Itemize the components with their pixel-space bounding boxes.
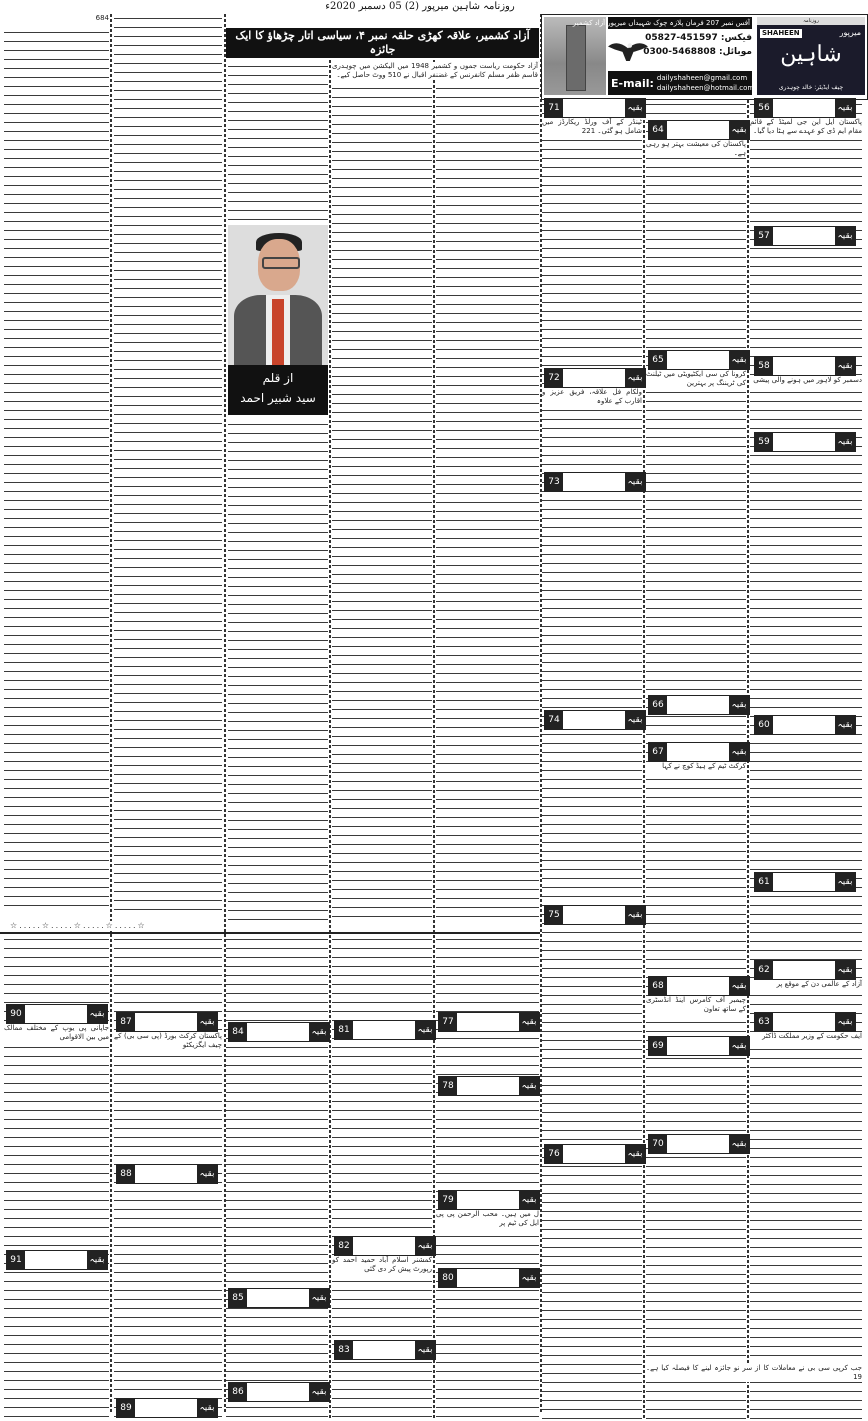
news-box-80 xyxy=(438,1268,540,1288)
news-box-71 xyxy=(544,98,646,118)
box-label: بقیہ xyxy=(519,1191,539,1209)
box-label: بقیہ xyxy=(519,1013,539,1031)
box-blank xyxy=(773,716,835,734)
news-box-61 xyxy=(754,872,856,892)
box-label: بقیہ xyxy=(625,711,645,729)
box-number: 81 xyxy=(335,1021,353,1039)
snippet-56: پاکستان ایل این جی لمیٹڈ کے قائم مقام ایم ڈی کو عہدے سے ہٹا دیا گیا۔ xyxy=(750,118,862,135)
news-box-56 xyxy=(754,98,856,118)
snippet-63: ایف حکومت کے وزیر مملکت ڈاکٹر xyxy=(750,1032,862,1041)
box-number: 64 xyxy=(649,121,667,139)
box-label: بقیہ xyxy=(197,1165,217,1183)
news-box-90 xyxy=(6,1004,108,1024)
box-label: بقیہ xyxy=(835,961,855,979)
news-box-75 xyxy=(544,905,646,925)
logo-urdu: شاہین xyxy=(780,42,842,67)
box-blank xyxy=(773,227,835,245)
box-number: 78 xyxy=(439,1077,457,1095)
box-blank xyxy=(773,961,835,979)
box-number: 57 xyxy=(755,227,773,245)
box-blank xyxy=(563,99,625,117)
box-blank xyxy=(563,473,625,491)
box-label: بقیہ xyxy=(729,977,749,995)
box-label: بقیہ xyxy=(835,873,855,891)
box-label: بقیہ xyxy=(415,1021,435,1039)
box-number: 66 xyxy=(649,696,667,714)
news-box-60 xyxy=(754,715,856,735)
box-blank xyxy=(773,99,835,117)
box-blank xyxy=(667,696,729,714)
article-column-1 xyxy=(4,28,109,914)
box-number: 80 xyxy=(439,1269,457,1287)
snippet-82: کمشنر اسلام آباد حمید احمد کو رپورٹ پیش کر دی گئی xyxy=(332,1256,432,1273)
box-number: 68 xyxy=(649,977,667,995)
dateline: روزنامہ شاہین میرپور (2) 05 دسمبر 2020ء xyxy=(325,1,515,12)
news-box-65 xyxy=(648,350,750,370)
box-label: بقیہ xyxy=(729,1037,749,1055)
box-label: بقیہ xyxy=(87,1005,107,1023)
box-label: بقیہ xyxy=(309,1023,329,1041)
snippet-bottom: جب کرپی سی بی نے معاملات کا از سر نو جائزہ لینے کا فیصلہ کیا ہے۔ 19 xyxy=(646,1364,862,1381)
article-lead: آزاد حکومت ریاست جموں و کشمیر 1948 میں الیکشن میں چوہدری قاسم ظفر مسلم کانفرنس کے غضنفر اقبال نے 510 ووٹ حاصل کیے۔ xyxy=(332,62,538,79)
fax-number: 05827-451597 xyxy=(645,33,718,43)
news-box-85 xyxy=(228,1288,330,1308)
box-number: 69 xyxy=(649,1037,667,1055)
article-column-5-bottom xyxy=(228,420,328,920)
box-label: بقیہ xyxy=(415,1341,435,1359)
newspaper-logo xyxy=(757,17,865,95)
box-blank xyxy=(667,351,729,369)
news-box-66 xyxy=(648,695,750,715)
box-label: بقیہ xyxy=(197,1013,217,1031)
email-label: E-mail: xyxy=(611,76,654,90)
article-figure-top: 684 xyxy=(4,14,109,23)
box-number: 65 xyxy=(649,351,667,369)
box-number: 88 xyxy=(117,1165,135,1183)
box-blank xyxy=(457,1269,519,1287)
box-number: 62 xyxy=(755,961,773,979)
box-blank xyxy=(773,433,835,451)
news-box-77 xyxy=(438,1012,540,1032)
column-divider xyxy=(540,14,542,1414)
news-column-8 xyxy=(436,935,539,1420)
box-blank xyxy=(457,1077,519,1095)
box-blank xyxy=(667,743,729,761)
box-number: 77 xyxy=(439,1013,457,1031)
box-blank xyxy=(353,1021,415,1039)
box-number: 87 xyxy=(117,1013,135,1031)
news-box-63 xyxy=(754,1012,856,1032)
news-box-79 xyxy=(438,1190,540,1210)
box-number: 89 xyxy=(117,1399,135,1417)
box-number: 71 xyxy=(545,99,563,117)
box-number: 86 xyxy=(229,1383,247,1401)
box-blank xyxy=(25,1005,87,1023)
box-number: 84 xyxy=(229,1023,247,1041)
box-label: بقیہ xyxy=(729,1135,749,1153)
mobile-number: 0300-5468808 xyxy=(643,47,716,57)
box-number: 73 xyxy=(545,473,563,491)
box-label: بقیہ xyxy=(835,1013,855,1031)
box-label: بقیہ xyxy=(519,1269,539,1287)
column-divider xyxy=(110,14,112,1414)
snippet-58: دسمبر کو لاہور میں ہونے والی پیشی xyxy=(750,376,862,385)
office-address: آفس نمبر 207 فرمان پلازہ چوک شہیداں میرپور آزاد کشمیر xyxy=(572,19,750,27)
fax-line xyxy=(645,33,752,44)
box-label: بقیہ xyxy=(729,696,749,714)
byline xyxy=(228,365,328,415)
column-divider xyxy=(224,14,226,1414)
box-number: 85 xyxy=(229,1289,247,1307)
article-headline: آزاد کشمیر، علاقہ کھڑی حلقہ نمبر ۴، سیاسی اتار چڑھاؤ کا ایک جائزہ xyxy=(226,28,539,58)
news-column-1 xyxy=(542,100,642,1420)
column-divider xyxy=(643,100,645,1420)
news-box-69 xyxy=(648,1036,750,1056)
box-label: بقیہ xyxy=(309,1383,329,1401)
box-blank xyxy=(457,1191,519,1209)
end-marks: ☆.....☆.....☆.....☆.....☆ xyxy=(10,921,147,930)
byline-label: از قلم xyxy=(262,371,294,385)
editor-line: چیف ایڈیٹر: خالد چوہدری xyxy=(778,84,844,91)
news-box-91 xyxy=(6,1250,108,1270)
box-label: بقیہ xyxy=(625,99,645,117)
column-divider xyxy=(329,60,331,1420)
box-blank xyxy=(247,1383,309,1401)
box-number: 70 xyxy=(649,1135,667,1153)
news-box-59 xyxy=(754,432,856,452)
author-name: سید شبیر احمد xyxy=(240,391,316,405)
news-box-58 xyxy=(754,356,856,376)
news-box-70 xyxy=(648,1134,750,1154)
snippet-64: پاکستان کی معیشت بہتر ہو رہی ہے۔ xyxy=(646,140,746,157)
box-blank xyxy=(563,369,625,387)
news-box-89 xyxy=(116,1398,218,1418)
box-label: بقیہ xyxy=(835,357,855,375)
news-box-82 xyxy=(334,1236,436,1256)
box-number: 74 xyxy=(545,711,563,729)
box-label: بقیہ xyxy=(197,1399,217,1417)
news-box-68 xyxy=(648,976,750,996)
box-label: بقیہ xyxy=(835,227,855,245)
box-blank xyxy=(563,711,625,729)
snippet-68: چیمبر آف کامرس اینڈ انڈسٹری کے ساتھ تعاون xyxy=(646,996,746,1013)
mobile-label: موبائل: xyxy=(719,47,752,57)
box-blank xyxy=(247,1289,309,1307)
box-number: 91 xyxy=(7,1251,25,1269)
news-box-62 xyxy=(754,960,856,980)
box-label: بقیہ xyxy=(835,99,855,117)
snippet-72: ولکام فل علاقہ، فریق عزیز و اقارب کے علاوہ xyxy=(542,388,642,405)
box-blank xyxy=(773,873,835,891)
eagle-icon xyxy=(608,37,648,65)
news-box-86 xyxy=(228,1382,330,1402)
box-number: 61 xyxy=(755,873,773,891)
logo-city: میرپور xyxy=(839,28,861,37)
news-column-3 xyxy=(750,100,862,1420)
box-label: بقیہ xyxy=(729,351,749,369)
news-box-87 xyxy=(116,1012,218,1032)
article-column-3 xyxy=(332,84,432,920)
snippet-71: ٹینڈر کے آف ورلڈ ریکارڈز میں شامل ہو گئی۔ 221 xyxy=(542,118,642,135)
news-box-84 xyxy=(228,1022,330,1042)
contact-block xyxy=(572,17,755,95)
box-blank xyxy=(25,1251,87,1269)
article-column-4 xyxy=(436,84,539,920)
snippet-62: آزاد کے عالمی دن کے موقع پر xyxy=(750,980,862,989)
box-number: 79 xyxy=(439,1191,457,1209)
logo-tagline: روزنامہ xyxy=(757,17,865,25)
box-label: بقیہ xyxy=(415,1237,435,1255)
news-box-74 xyxy=(544,710,646,730)
snippet-65: کرونا کی سی ایکٹیویٹی میں ٹیلنٹ کی ٹریننگ پر بہترین xyxy=(646,370,746,387)
box-blank xyxy=(135,1165,197,1183)
masthead xyxy=(541,14,868,100)
box-number: 75 xyxy=(545,906,563,924)
box-number: 63 xyxy=(755,1013,773,1031)
mobile-line xyxy=(643,47,752,58)
box-blank xyxy=(667,1135,729,1153)
snippet-79: ل میں ہیں۔ محب الرحمن پی پی ایل کی ٹیم پر xyxy=(436,1210,539,1227)
email-gmail[interactable]: dailyshaheen@gmail.com xyxy=(656,74,748,82)
box-blank xyxy=(773,1013,835,1031)
monument-photo xyxy=(544,17,606,95)
box-blank xyxy=(457,1013,519,1031)
box-number: 60 xyxy=(755,716,773,734)
box-blank xyxy=(247,1023,309,1041)
box-label: بقیہ xyxy=(87,1251,107,1269)
box-number: 59 xyxy=(755,433,773,451)
box-number: 82 xyxy=(335,1237,353,1255)
box-blank xyxy=(135,1399,197,1417)
box-label: بقیہ xyxy=(625,1145,645,1163)
author-photo xyxy=(228,225,328,365)
article-column-5-top xyxy=(228,62,328,220)
fax-label: فیکس: xyxy=(720,33,752,43)
box-blank xyxy=(773,357,835,375)
news-box-76 xyxy=(544,1144,646,1164)
box-label: بقیہ xyxy=(519,1077,539,1095)
box-number: 58 xyxy=(755,357,773,375)
box-label: بقیہ xyxy=(835,716,855,734)
email-block xyxy=(608,71,755,95)
box-label: بقیہ xyxy=(729,743,749,761)
box-number: 56 xyxy=(755,99,773,117)
section-divider xyxy=(0,932,540,934)
logo-english: SHAHEEN xyxy=(762,29,800,37)
article-column-2 xyxy=(114,14,222,914)
news-column-6 xyxy=(226,935,328,1420)
box-label: بقیہ xyxy=(729,121,749,139)
box-blank xyxy=(135,1013,197,1031)
news-box-57 xyxy=(754,226,856,246)
box-blank xyxy=(563,906,625,924)
box-label: بقیہ xyxy=(625,473,645,491)
box-number: 72 xyxy=(545,369,563,387)
box-blank xyxy=(667,1037,729,1055)
box-blank xyxy=(667,121,729,139)
news-box-73 xyxy=(544,472,646,492)
news-box-88 xyxy=(116,1164,218,1184)
column-divider xyxy=(433,60,435,1420)
news-box-78 xyxy=(438,1076,540,1096)
snippet-90: جاپانی پی یوپ کے مختلف ممالک میں بین الاقوامی xyxy=(4,1024,109,1041)
news-box-81 xyxy=(334,1020,436,1040)
box-blank xyxy=(353,1341,415,1359)
box-blank xyxy=(563,1145,625,1163)
news-box-64 xyxy=(648,120,750,140)
news-box-67 xyxy=(648,742,750,762)
box-number: 76 xyxy=(545,1145,563,1163)
box-label: بقیہ xyxy=(835,433,855,451)
snippet-87: پاکستان کرکٹ بورڈ (پی سی بی) کے چیف ایگزیکٹو xyxy=(114,1032,222,1049)
box-blank xyxy=(667,977,729,995)
snippet-67: کرکٹ ٹیم کے ہیڈ کوچ نے کہا xyxy=(646,762,746,771)
box-label: بقیہ xyxy=(625,906,645,924)
news-box-72 xyxy=(544,368,646,388)
box-label: بقیہ xyxy=(625,369,645,387)
box-label: بقیہ xyxy=(309,1289,329,1307)
news-box-83 xyxy=(334,1340,436,1360)
box-number: 90 xyxy=(7,1005,25,1023)
box-number: 83 xyxy=(335,1341,353,1359)
email-hotmail[interactable]: dailyshaheen@hotmail.com xyxy=(656,84,755,92)
box-blank xyxy=(353,1237,415,1255)
box-number: 67 xyxy=(649,743,667,761)
